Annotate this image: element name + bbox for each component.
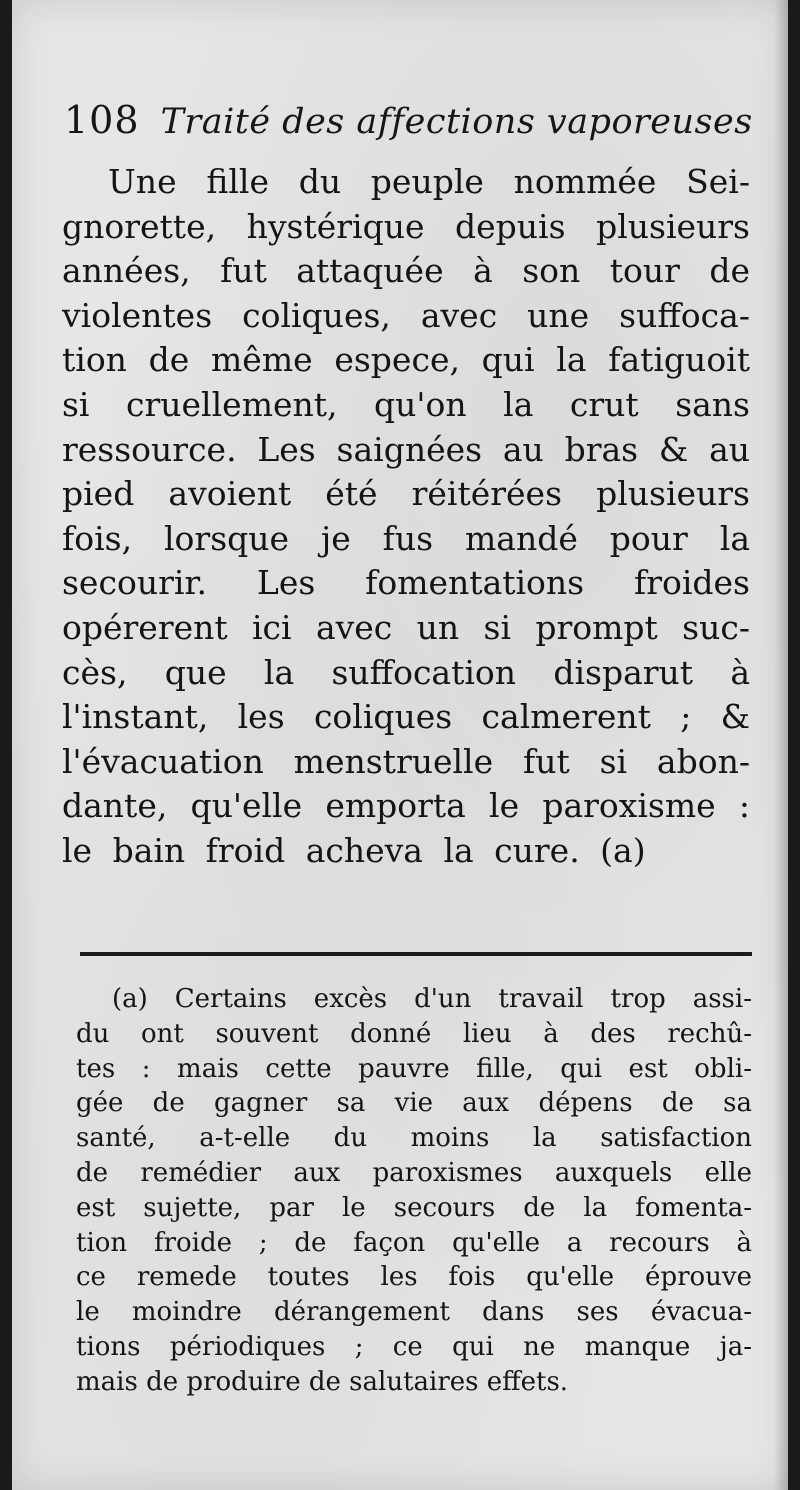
body-line: gnorette, hystérique depuis plusieurs bbox=[62, 206, 750, 246]
body-line: l'évacuation menstruelle fut si abon- bbox=[62, 741, 750, 781]
body-line: opérerent ici avec un si prompt suc- bbox=[62, 607, 750, 647]
main-paragraph bbox=[62, 160, 750, 874]
body-line: cès, que la suffocation disparut à bbox=[62, 652, 750, 692]
footnote-line: le moindre dérangement dans ses évacua- bbox=[76, 1297, 752, 1328]
footnote-separator-rule bbox=[80, 952, 752, 956]
footnote bbox=[76, 982, 752, 1400]
running-head bbox=[64, 98, 764, 158]
running-title: Traité des affections vaporeuses bbox=[160, 102, 753, 142]
body-line: le bain froid acheva la cure. (a) bbox=[62, 830, 646, 870]
footnote-line: tes : mais cette pauvre fille, qui est obli- bbox=[76, 1053, 752, 1084]
book-page bbox=[12, 0, 788, 1490]
body-line: tion de même espece, qui la fatiguoit bbox=[62, 340, 750, 380]
footnote-line: du ont souvent donné lieu à des rechû- bbox=[76, 1018, 752, 1049]
footnote-line: (a) Certains excès d'un travail trop assi- bbox=[112, 984, 752, 1014]
footnote-line: est sujette, par le secours de la fomenta- bbox=[76, 1192, 752, 1223]
footnote-line: de remédier aux paroxismes auxquels elle bbox=[76, 1157, 752, 1188]
page-number: 108 bbox=[64, 98, 140, 142]
footnote-line: tion froide ; de façon qu'elle a recours à bbox=[76, 1227, 752, 1258]
footnote-line: mais de produire de salutaires effets. bbox=[76, 1366, 569, 1397]
body-line: violentes coliques, avec une suffoca- bbox=[62, 295, 750, 335]
page-edge-shadow bbox=[774, 0, 788, 1490]
footnote-line: gée de gagner sa vie aux dépens de sa bbox=[76, 1088, 752, 1119]
footnote-line: ce remede toutes les fois qu'elle éprouve bbox=[76, 1262, 752, 1293]
body-line: fois, lorsque je fus mandé pour la bbox=[62, 518, 750, 558]
footnote-line: santé, a-t-elle du moins la satisfaction bbox=[76, 1123, 752, 1154]
body-line: années, fut attaquée à son tour de bbox=[62, 251, 750, 291]
body-line: dante, qu'elle emporta le paroxisme : bbox=[62, 786, 750, 826]
body-line: Une fille du peuple nommée Sei- bbox=[108, 162, 750, 201]
footnote-line: tions périodiques ; ce qui ne manque ja- bbox=[76, 1331, 752, 1362]
body-line: pied avoient été réitérées plusieurs bbox=[62, 474, 750, 514]
body-line: secourir. Les fomentations froides bbox=[62, 563, 750, 603]
body-line: l'instant, les coliques calmerent ; & bbox=[62, 697, 750, 737]
body-line: si cruellement, qu'on la crut sans bbox=[62, 384, 750, 424]
body-line: ressource. Les saignées au bras & au bbox=[62, 429, 750, 469]
